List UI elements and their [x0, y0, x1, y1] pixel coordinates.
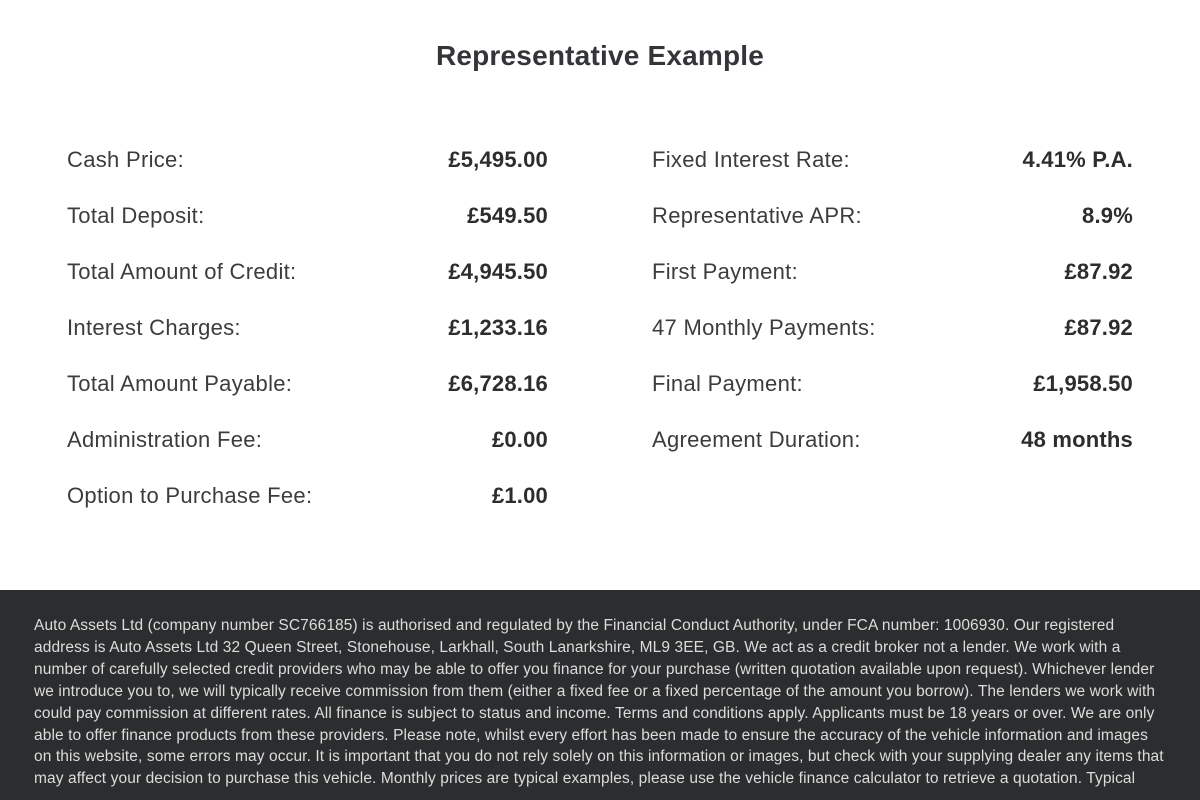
- legal-footer: [0, 590, 1200, 800]
- finance-row-total-amount-payable: [67, 356, 548, 412]
- finance-value: 4.41% P.A.: [1022, 147, 1133, 172]
- finance-row-total-deposit: [67, 188, 548, 244]
- finance-label: Representative APR:: [652, 203, 862, 228]
- finance-label: 47 Monthly Payments:: [652, 315, 876, 340]
- finance-label: Agreement Duration:: [652, 427, 861, 452]
- finance-label: First Payment:: [652, 259, 799, 284]
- finance-columns: [0, 132, 1200, 524]
- finance-row-total-amount-of-credit: [67, 244, 548, 300]
- finance-value: £1,958.50: [1033, 371, 1133, 396]
- finance-label: Administration Fee:: [67, 427, 263, 452]
- finance-value: £6,728.16: [448, 371, 548, 396]
- finance-value: £87.92: [1064, 259, 1133, 284]
- finance-label: Total Deposit:: [67, 203, 205, 228]
- finance-label: Total Amount Payable:: [67, 371, 293, 396]
- finance-label: Final Payment:: [652, 371, 803, 396]
- finance-row-cash-price: [67, 132, 548, 188]
- finance-value: £1,233.16: [448, 315, 548, 340]
- finance-label: Fixed Interest Rate:: [652, 147, 850, 172]
- finance-value: £5,495.00: [448, 147, 548, 172]
- finance-row-administration-fee: [67, 412, 548, 468]
- finance-row-interest-charges: [67, 300, 548, 356]
- finance-value: 8.9%: [1082, 203, 1133, 228]
- finance-value: 48 months: [1021, 427, 1133, 452]
- finance-value: £1.00: [491, 483, 548, 508]
- finance-value: £549.50: [467, 203, 548, 228]
- finance-label: Interest Charges:: [67, 315, 241, 340]
- finance-row-fixed-interest-rate: [652, 132, 1133, 188]
- finance-column-right: [652, 132, 1133, 524]
- finance-column-left: [67, 132, 548, 524]
- finance-value: £4,945.50: [448, 259, 548, 284]
- finance-value: £0.00: [491, 427, 548, 452]
- finance-row-monthly-payments: [652, 300, 1133, 356]
- finance-row-representative-apr: [652, 188, 1133, 244]
- finance-row-first-payment: [652, 244, 1133, 300]
- page-title: Representative Example: [435, 40, 765, 71]
- finance-label: Option to Purchase Fee:: [67, 483, 313, 508]
- finance-row-final-payment: [652, 356, 1133, 412]
- finance-label: Cash Price:: [67, 147, 185, 172]
- finance-label: Total Amount of Credit:: [67, 259, 297, 284]
- finance-value: £87.92: [1064, 315, 1133, 340]
- finance-row-option-to-purchase-fee: [67, 468, 548, 524]
- legal-text: Auto Assets Ltd (company number SC766185) is authorised and regulated by the Financial Conduct Authority, under FCA number: 1006930. Our registered address is Auto Assets Ltd 32 Queen Street, Stonehouse, Larkhall, South Lanarkshire, ML9 3EE, GB. We act as a credit broker not a lender. We work with a number of carefully selected credit providers who may be able to offer you finance for your purchase (written quotation available upon request). Whichever lender we introduce you to, we will typically receive commission from them (either a fixed fee or a fixed percentage of the amount you borrow). The lenders we work with could pay commission at different rates. All finance is subject to status and income. Terms and conditions apply. Applicants must be 18 years or over. We are only able to offer finance products from these providers. Please note, whilst every effort has been made to ensure the accuracy of the vehicle information and images on this website, some errors may occur. It is important that you do not rely solely on this information or images, but check with your supplying dealer any items that may affect your decision to purchase this vehicle. Monthly prices are typical examples, please use the vehicle finance calculator to retrieve a quotation. Typical: [34, 617, 1164, 788]
- finance-row-agreement-duration: [652, 412, 1133, 468]
